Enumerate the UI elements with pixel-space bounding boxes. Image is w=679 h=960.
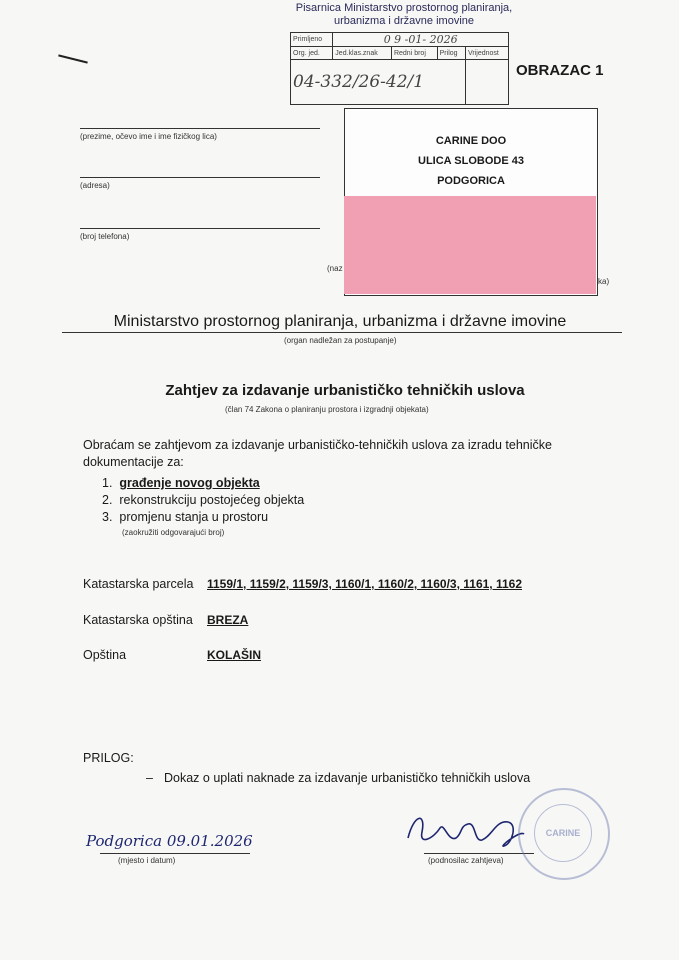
- authority-line: [62, 332, 622, 333]
- option-2-text: rekonstrukciju postojećeg objekta: [119, 493, 305, 507]
- redaction-block: [344, 196, 596, 294]
- request-intro-line2: dokumentacije za:: [83, 455, 184, 469]
- request-title: Zahtjev za izdavanje urbanističko tehničkih uslova: [165, 382, 525, 399]
- option-3-number: 3.: [102, 510, 113, 524]
- place-date-caption: (mjesto i datum): [118, 856, 176, 865]
- stamp-title-line2: urbanizma i državne imovine: [333, 15, 474, 27]
- attachment-dash: –: [146, 771, 153, 785]
- company-street: ULICA SLOBODE 43: [418, 155, 524, 167]
- applicant-name-line: [80, 128, 320, 129]
- stamp-col-org: Org. jed.: [291, 47, 333, 60]
- company-seal-text: CARINE: [534, 804, 592, 862]
- authority-name: Ministarstvo prostornog planiranja, urbanizma i državne imovine: [113, 313, 567, 330]
- parcel-label: Katastarska parcela: [83, 577, 194, 591]
- option-2: [102, 492, 304, 509]
- applicant-caption: (podnosilac zahtjeva): [428, 856, 504, 865]
- stamp-received-date: 0 9 -01- 2026: [333, 33, 509, 47]
- authority-caption: (organ nadležan za postupanje): [284, 336, 397, 345]
- stamp-title-line1: Pisarnica Ministarstvo prostornog planiranja,: [295, 2, 513, 14]
- attachment-label: PRILOG:: [83, 751, 134, 765]
- stamp-col-attach: Prilog: [437, 47, 465, 60]
- option-list: [102, 475, 304, 526]
- request-intro: [83, 437, 643, 471]
- applicant-address-label: (adresa): [80, 181, 110, 190]
- stamp-col-seq: Redni broj: [391, 47, 437, 60]
- company-seal: [518, 788, 610, 880]
- option-2-number: 2.: [102, 493, 113, 507]
- option-1-number: 1.: [102, 476, 113, 490]
- cadastral-municipality-value: BREZA: [207, 613, 249, 627]
- municipality-label: Opština: [83, 648, 127, 662]
- applicant-phone-label: (broj telefona): [80, 232, 130, 241]
- applicant-name-label: (prezime, očevo ime i ime fizičkog lica): [80, 132, 217, 141]
- option-3-text: promjenu stanja u prostoru: [119, 510, 269, 524]
- request-intro-line1: Obraćam se zahtjevom za izdavanje urbanističko-tehničkih uslova za izradu tehničke: [83, 438, 552, 452]
- applicant-address-line: [80, 177, 320, 178]
- company-name: CARINE DOO: [435, 135, 507, 147]
- registry-stamp-table: [290, 32, 509, 105]
- stamp-col-value: Vrijednost: [466, 47, 509, 60]
- registry-stamp-title: [284, 2, 524, 28]
- stamp-received-label: Primljeno: [291, 33, 333, 47]
- attachment-item: Dokaz o uplati naknade za izdavanje urbanističko tehničkih uslova: [164, 771, 531, 785]
- option-1-text: građenje novog objekta: [119, 476, 260, 490]
- place-date-handwritten: Podgorica 09.01.2026: [86, 832, 253, 850]
- legal-basis: (član 74 Zakona o planiranju prostora i izgradnji objekata): [225, 405, 429, 414]
- place-date-line: [100, 853, 250, 854]
- cadastral-municipality-label: Katastarska opština: [83, 613, 193, 627]
- option-1: [102, 475, 304, 492]
- option-3: [102, 509, 304, 526]
- form-label: OBRAZAC 1: [516, 62, 604, 79]
- options-note: (zaokružiti odgovarajući broj): [122, 528, 225, 537]
- applicant-phone-line: [80, 228, 320, 229]
- stamp-col-num: Jed.klas.znak: [333, 47, 392, 60]
- parcel-value: 1159/1, 1159/2, 1159/3, 1160/1, 1160/2, 1160/3, 1161, 1162: [207, 577, 522, 591]
- company-caption-right: ka): [598, 277, 610, 286]
- applicant-signature-line: [424, 853, 534, 854]
- stamp-reference-number: 04-332/26-42/1: [291, 60, 466, 105]
- pen-mark: [58, 54, 88, 63]
- company-city: PODGORICA: [437, 175, 505, 187]
- applicant-signature: [400, 808, 530, 858]
- municipality-value: KOLAŠIN: [207, 648, 261, 662]
- company-caption-left: (naz: [327, 264, 343, 273]
